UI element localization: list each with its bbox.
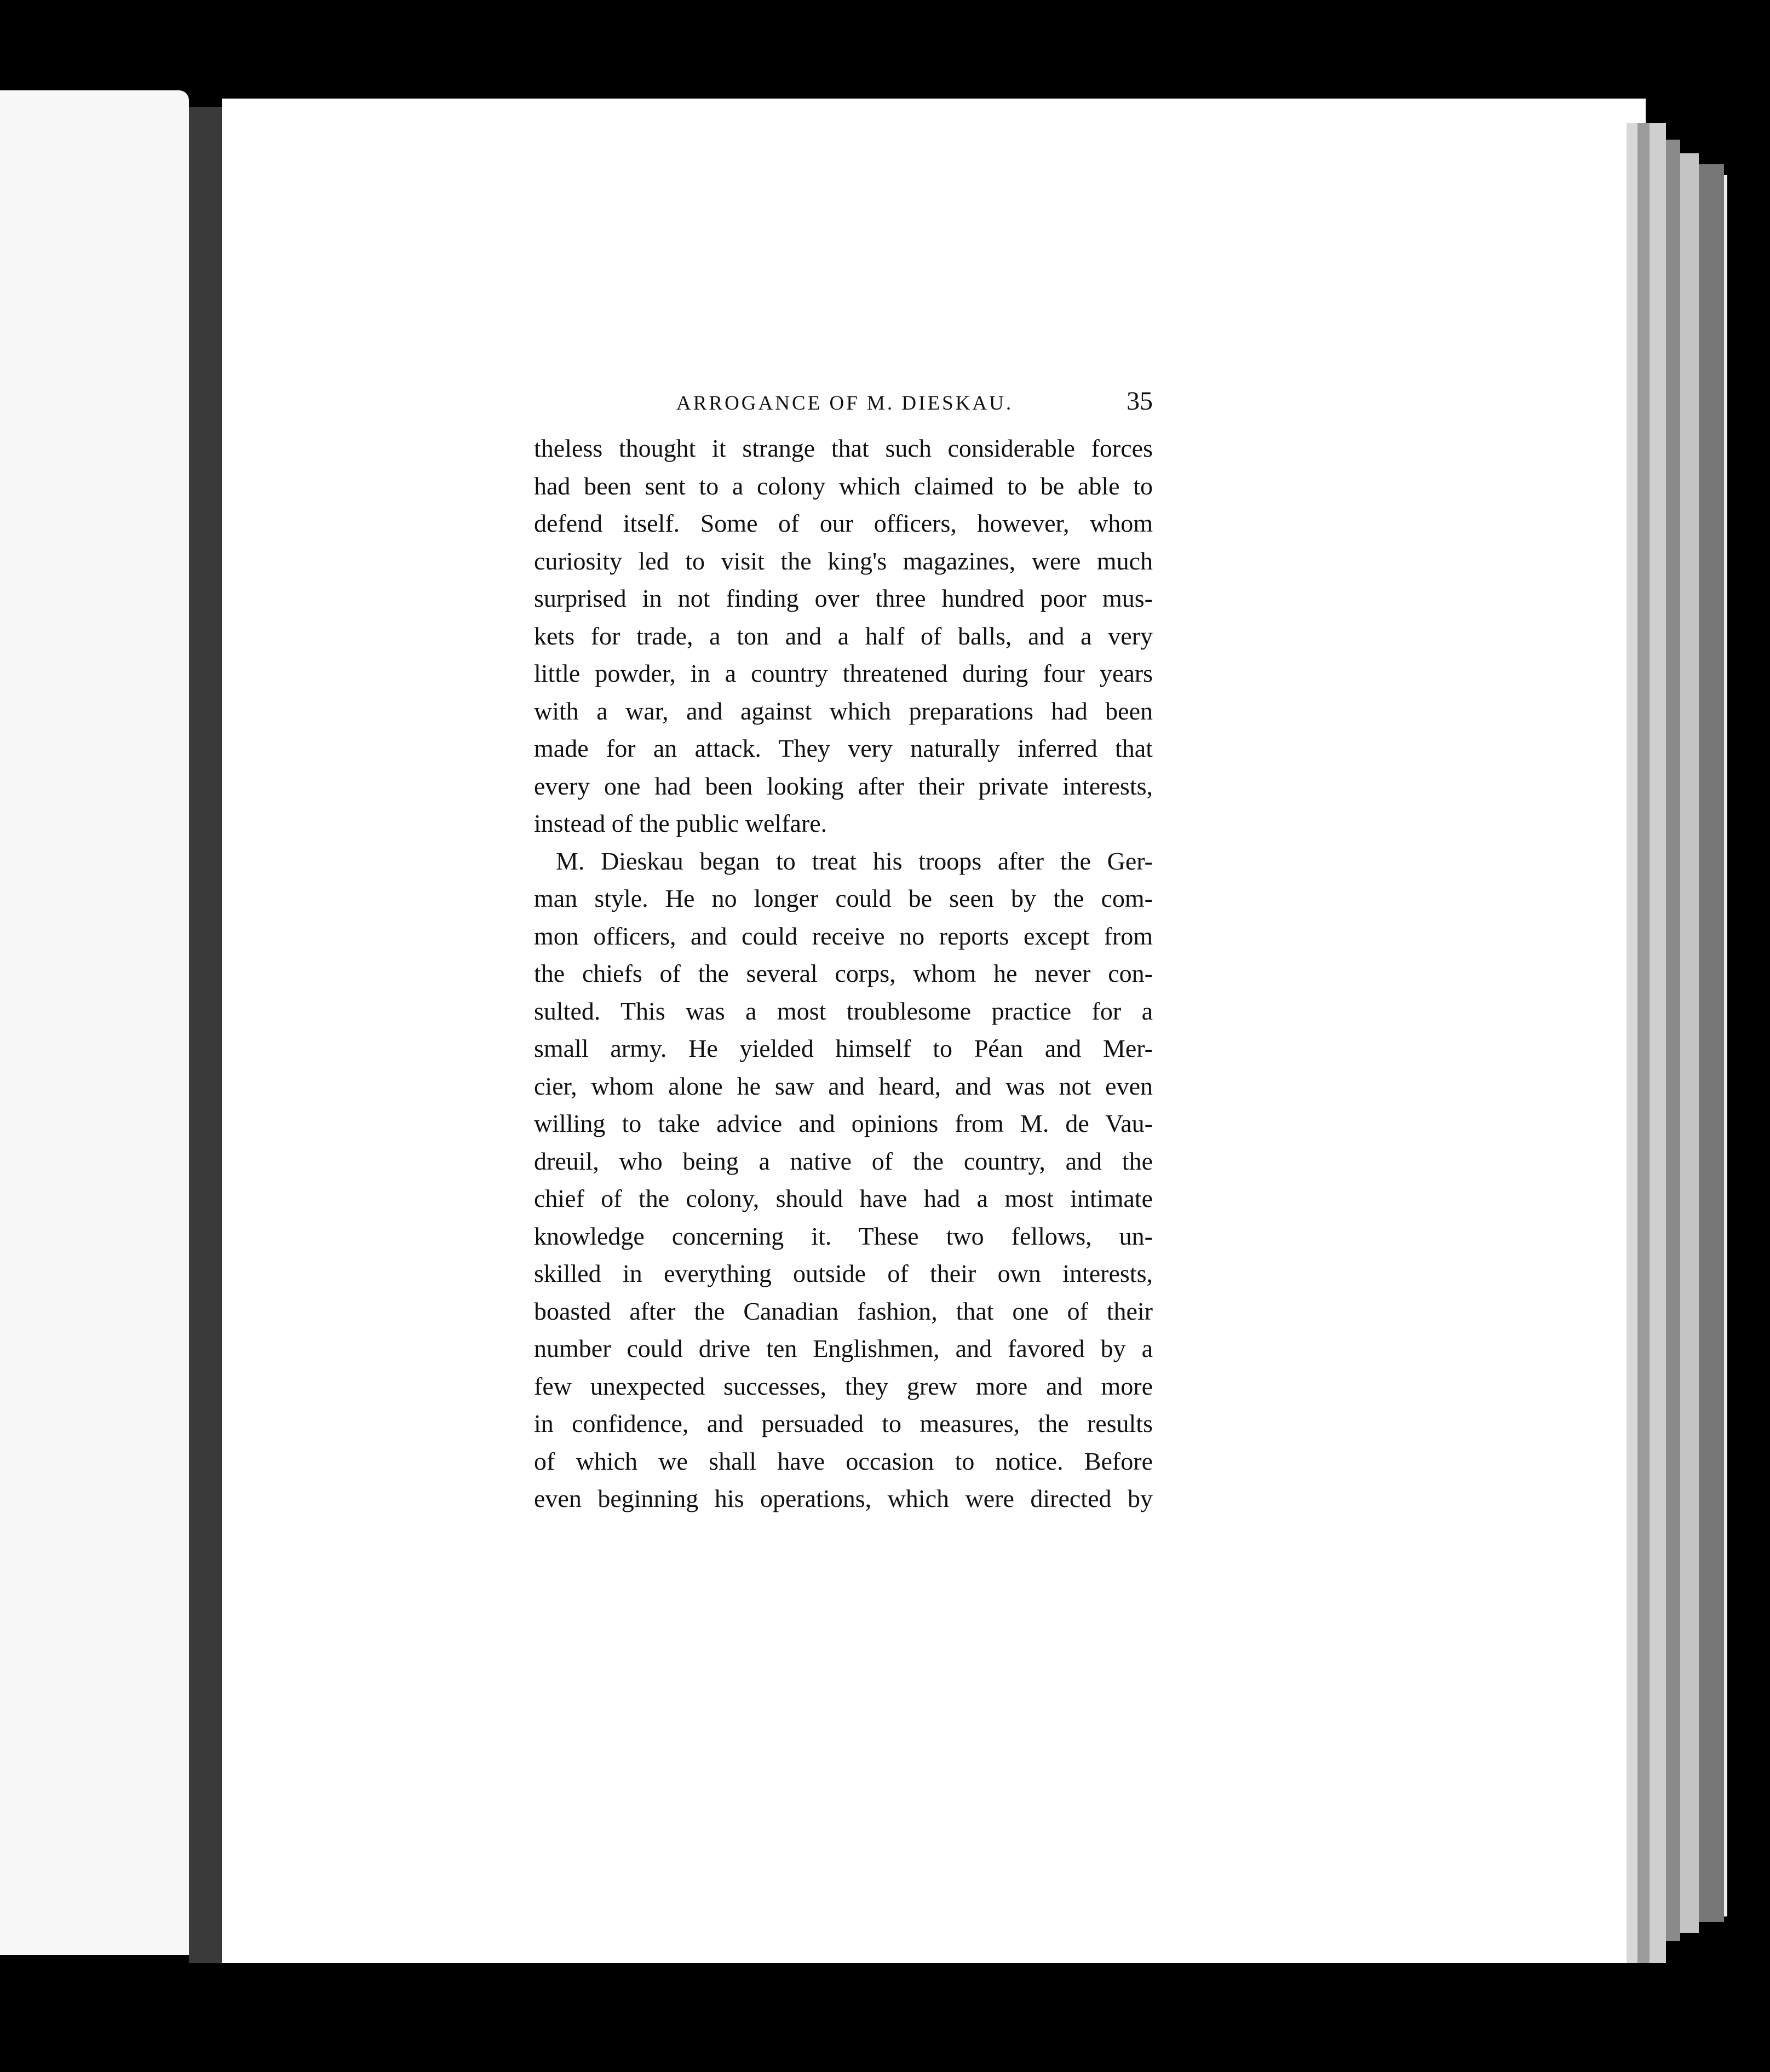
text-line: even beginning his operations, which were directed by	[534, 1484, 1153, 1512]
text-line: M. Dieskau began to treat his troops after the Ger-	[556, 847, 1153, 875]
page-text-block	[534, 386, 1153, 1518]
paragraph-2	[534, 843, 1153, 1518]
text-line: sulted. This was a most troublesome practice for a	[534, 997, 1153, 1025]
text-line: knowledge concerning it. These two fellows, un-	[534, 1222, 1153, 1250]
text-line: the chiefs of the several corps, whom he never con-	[534, 959, 1153, 987]
text-line: of which we shall have occasion to notice. Before	[534, 1447, 1153, 1475]
running-head	[545, 386, 1153, 430]
book-gutter	[189, 107, 222, 1963]
page-edge	[1680, 153, 1699, 1933]
running-head-title: ARROGANCE OF M. DIESKAU.	[676, 392, 1014, 415]
text-line: little powder, in a country threatened during four years	[534, 659, 1153, 687]
page-edge	[1666, 140, 1680, 1941]
text-line: instead of the public welfare.	[534, 809, 827, 837]
facing-page-left	[0, 90, 189, 1955]
page-edge	[1699, 164, 1724, 1922]
text-line: surprised in not finding over three hundred poor mus-	[534, 584, 1153, 612]
text-line: small army. He yielded himself to Péan and Mer-	[534, 1034, 1153, 1062]
text-line: with a war, and against which preparations had been	[534, 697, 1153, 725]
text-line: boasted after the Canadian fashion, that one of their	[534, 1297, 1153, 1325]
text-line: in confidence, and persuaded to measures, the results	[534, 1409, 1153, 1437]
text-line: curiosity led to visit the king's magazines, were much	[534, 546, 1153, 575]
paragraph-1	[534, 430, 1153, 843]
text-line: had been sent to a colony which claimed to be able to	[534, 471, 1153, 500]
text-line: chief of the colony, should have had a most intimate	[534, 1184, 1153, 1212]
page-edge	[1724, 175, 1727, 1916]
text-line: dreuil, who being a native of the country, and the	[534, 1147, 1153, 1175]
text-line: kets for trade, a ton and a half of balls, and a very	[534, 621, 1153, 650]
text-line: defend itself. Some of our officers, however, whom	[534, 509, 1153, 537]
page-edge	[1637, 123, 1650, 1963]
page-number: 35	[1127, 387, 1153, 416]
page-edge	[1650, 123, 1666, 1963]
text-line: every one had been looking after their private interests,	[534, 772, 1153, 800]
text-line: skilled in everything outside of their own interests,	[534, 1259, 1153, 1287]
text-line: cier, whom alone he saw and heard, and was not even	[534, 1072, 1153, 1100]
text-line: theless thought it strange that such considerable forces	[534, 434, 1153, 462]
text-line: made for an attack. They very naturally inferred that	[534, 734, 1153, 762]
text-line: few unexpected successes, they grew more and more	[534, 1372, 1153, 1400]
page-edge	[1627, 123, 1637, 1963]
text-line: number could drive ten Englishmen, and favored by a	[534, 1334, 1153, 1362]
text-line: mon officers, and could receive no reports except from	[534, 922, 1153, 950]
text-line: man style. He no longer could be seen by the com-	[534, 884, 1153, 912]
text-line: willing to take advice and opinions from M. de Vau-	[534, 1109, 1153, 1137]
